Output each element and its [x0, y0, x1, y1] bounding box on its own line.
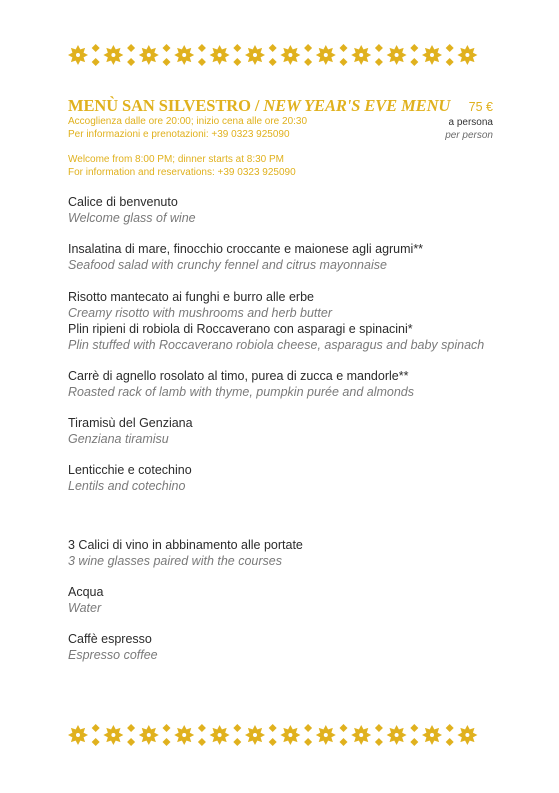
course-name-italian: Tiramisù del Genziana [68, 416, 193, 430]
drink-item [68, 631, 158, 663]
drink-name-english: 3 wine glasses paired with the courses [68, 554, 283, 568]
course-item [68, 415, 193, 447]
diamond-icon [92, 44, 100, 52]
diamond-icon [127, 738, 135, 746]
diamond-icon [340, 738, 348, 746]
diamond-icon [198, 44, 206, 52]
snowflake-icon [457, 45, 477, 65]
diamond-icon [340, 724, 348, 732]
title-italian: MENÙ SAN SILVESTRO / [68, 96, 264, 115]
diamond-icon [269, 44, 277, 52]
diamond-icon [375, 58, 383, 66]
course-name-english: Genziana tiramisu [68, 432, 169, 446]
snowflake-pattern-icon [67, 724, 492, 746]
snowflake-icon [245, 725, 265, 745]
diamond-icon [304, 738, 312, 746]
course-name-italian: Lenticchie e cotechino [68, 463, 192, 477]
snowflake-icon [316, 45, 336, 65]
course-item [68, 321, 484, 353]
drink-name-english: Espresso coffee [68, 648, 158, 662]
snowflake-icon [103, 45, 123, 65]
diamond-icon [410, 58, 418, 66]
snowflake-icon [68, 45, 88, 65]
course-item [68, 368, 414, 400]
diamond-icon [375, 724, 383, 732]
course-name-english: Lentils and cotechino [68, 479, 186, 493]
course-name-italian: Insalatina di mare, finocchio croccante e maionese agli agrumi** [68, 242, 424, 256]
info-italian-line: Accoglienza dalle ore 20:00; inizio cena alle ore 20:30 [68, 116, 308, 127]
diamond-icon [446, 738, 454, 746]
snowflake-icon [174, 45, 194, 65]
diamond-icon [304, 724, 312, 732]
snowflake-icon [351, 45, 371, 65]
snowflake-icon [210, 45, 230, 65]
course-name-english: Creamy risotto with mushrooms and herb butter [68, 306, 332, 320]
diamond-icon [375, 44, 383, 52]
snowflake-icon [139, 725, 159, 745]
diamond-icon [163, 44, 171, 52]
snowflake-icon [422, 45, 442, 65]
diamond-icon [410, 738, 418, 746]
drink-item [68, 584, 103, 616]
diamond-icon [92, 724, 100, 732]
diamond-icon [340, 58, 348, 66]
diamond-icon [375, 738, 383, 746]
course-name-italian: Carrè di agnello rosolato al timo, purea di zucca e mandorle** [68, 369, 409, 383]
course-item [68, 194, 196, 226]
snowflake-icon [210, 725, 230, 745]
drink-name-italian: Acqua [68, 585, 104, 599]
diamond-icon [304, 58, 312, 66]
price-block [445, 100, 493, 141]
diamond-icon [269, 724, 277, 732]
course-item [68, 241, 423, 273]
info-english [68, 153, 296, 179]
snowflake-icon [68, 725, 88, 745]
diamond-icon [127, 724, 135, 732]
diamond-icon [446, 724, 454, 732]
price-unit-italian: a persona [448, 117, 493, 128]
course-name-italian: Calice di benvenuto [68, 195, 178, 209]
diamond-icon [410, 44, 418, 52]
course-name-english: Plin stuffed with Roccaverano robiola cheese, asparagus and baby spinach [68, 338, 485, 352]
drink-name-italian: Caffè espresso [68, 632, 152, 646]
diamond-icon [233, 724, 241, 732]
snowflake-icon [280, 725, 300, 745]
snowflake-icon [351, 725, 371, 745]
snowflake-icon [316, 725, 336, 745]
diamond-icon [340, 44, 348, 52]
snowflake-pattern-icon [67, 44, 492, 66]
snowflake-icon [387, 725, 407, 745]
info-italian-line: Per informazioni e prenotazioni: +39 0323 925090 [68, 129, 290, 140]
snowflake-icon [387, 45, 407, 65]
decorative-border-bottom [67, 724, 492, 746]
diamond-icon [233, 738, 241, 746]
diamond-icon [163, 724, 171, 732]
snowflake-icon [422, 725, 442, 745]
snowflake-icon [174, 725, 194, 745]
drink-name-english: Water [68, 601, 102, 615]
snowflake-icon [280, 45, 300, 65]
course-name-english: Roasted rack of lamb with thyme, pumpkin purée and almonds [68, 385, 415, 399]
page-title [68, 96, 493, 116]
diamond-icon [269, 738, 277, 746]
diamond-icon [304, 44, 312, 52]
price-unit-english: per person [445, 130, 493, 141]
drink-name-italian: 3 Calici di vino in abbinamento alle portate [68, 538, 303, 552]
course-name-english: Welcome glass of wine [68, 211, 196, 225]
info-english-line: Welcome from 8:00 PM; dinner starts at 8:30 PM [68, 154, 285, 165]
diamond-icon [233, 58, 241, 66]
diamond-icon [269, 58, 277, 66]
diamond-icon [198, 724, 206, 732]
diamond-icon [198, 738, 206, 746]
diamond-icon [163, 58, 171, 66]
course-name-italian: Risotto mantecato ai funghi e burro alle erbe [68, 290, 314, 304]
diamond-icon [446, 44, 454, 52]
diamond-icon [127, 58, 135, 66]
diamond-icon [410, 724, 418, 732]
snowflake-icon [457, 725, 477, 745]
course-item [68, 289, 332, 321]
price: 75 € [468, 100, 493, 114]
drink-item [68, 537, 303, 569]
title-english: NEW YEAR'S EVE MENU [263, 96, 451, 115]
snowflake-icon [139, 45, 159, 65]
snowflake-icon [245, 45, 265, 65]
decorative-border-top [67, 44, 492, 66]
snowflake-icon [103, 725, 123, 745]
diamond-icon [92, 738, 100, 746]
course-name-english: Seafood salad with crunchy fennel and citrus mayonnaise [68, 258, 387, 272]
info-english-line: For information and reservations: +39 0323 925090 [68, 167, 296, 178]
course-item [68, 462, 192, 494]
diamond-icon [163, 738, 171, 746]
diamond-icon [198, 58, 206, 66]
diamond-icon [233, 44, 241, 52]
diamond-icon [127, 44, 135, 52]
diamond-icon [446, 58, 454, 66]
diamond-icon [92, 58, 100, 66]
course-name-italian: Plin ripieni di robiola di Roccaverano con asparagi e spinacini* [68, 322, 413, 336]
info-italian [68, 115, 307, 141]
